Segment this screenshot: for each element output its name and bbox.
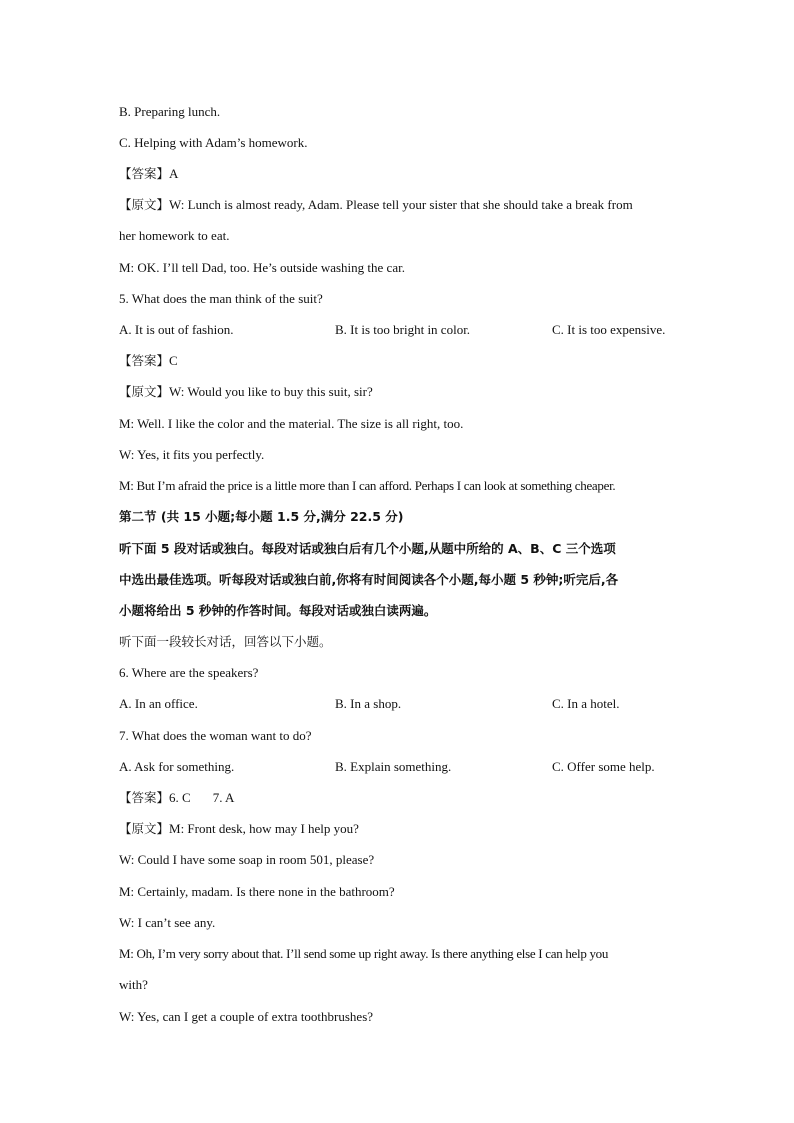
transcript-tag: 【原文】 xyxy=(119,197,170,212)
answer-line xyxy=(119,166,679,182)
transcript-line: W: Yes, it fits you perfectly. xyxy=(119,447,265,462)
transcript-line: W: I can’t see any. xyxy=(119,915,216,930)
answer-value: A xyxy=(169,166,179,181)
transcript-text: W: Would you like to buy this suit, sir? xyxy=(169,384,373,399)
answer-line xyxy=(119,790,679,806)
instruction-line: 中选出最佳选项。听每段对话或独白前,你将有时间阅读各个小题,每小题 5 秒钟;听完后,各 xyxy=(119,572,619,587)
answer-tag: 【答案】 xyxy=(119,353,170,368)
option-a: A. It is out of fashion. xyxy=(119,322,234,337)
option-b: B. In a shop. xyxy=(335,696,402,711)
question-7: 7. What does the woman want to do? xyxy=(119,728,312,743)
answer-tag: 【答案】 xyxy=(119,166,170,181)
transcript-line xyxy=(119,197,679,213)
answer-line xyxy=(119,353,679,369)
question-6: 6. Where are the speakers? xyxy=(119,665,259,680)
option-c: C. Offer some help. xyxy=(552,759,655,774)
question-5: 5. What does the man think of the suit? xyxy=(119,291,323,306)
answer-value: C xyxy=(169,353,178,368)
transcript-tag: 【原文】 xyxy=(119,821,170,836)
transcript-line: M: OK. I’ll tell Dad, too. He’s outside washing the car. xyxy=(119,260,405,275)
option-a: A. In an office. xyxy=(119,696,198,711)
option-line: C. Helping with Adam’s homework. xyxy=(119,135,308,150)
option-c: C. In a hotel. xyxy=(552,696,620,711)
transcript-line: W: Could I have some soap in room 501, please? xyxy=(119,852,375,867)
transcript-line: M: Oh, I’m very sorry about that. I’ll send some up right away. Is there anything else I can help you xyxy=(119,946,609,961)
transcript-line: with? xyxy=(119,977,148,992)
transcript-line: her homework to eat. xyxy=(119,228,230,243)
transcript-line xyxy=(119,384,679,400)
instruction-line: 听下面 5 段对话或独白。每段对话或独白后有几个小题,从题中所给的 A、B、C 三个选项 xyxy=(119,541,616,556)
transcript-tag: 【原文】 xyxy=(119,384,170,399)
option-c: C. It is too expensive. xyxy=(552,322,666,337)
transcript-text: M: Front desk, how may I help you? xyxy=(169,821,359,836)
answer-value: 6. C xyxy=(169,790,191,805)
transcript-text: W: Lunch is almost ready, Adam. Please tell your sister that she should take a break from xyxy=(169,197,633,212)
transcript-line xyxy=(119,821,679,837)
transcript-line: M: Certainly, madam. Is there none in the bathroom? xyxy=(119,884,395,899)
transcript-line: M: Well. I like the color and the material. The size is all right, too. xyxy=(119,416,464,431)
section-heading: 第二节 (共 15 小题;每小题 1.5 分,满分 22.5 分) xyxy=(119,509,404,524)
option-a: A. Ask for something. xyxy=(119,759,235,774)
instruction-line: 听下面一段较长对话，回答以下小题。 xyxy=(119,634,332,649)
transcript-line: M: But I’m afraid the price is a little more than I can afford. Perhaps I can look at something cheaper. xyxy=(119,478,616,493)
option-b: B. It is too bright in color. xyxy=(335,322,471,337)
answer-value: 7. A xyxy=(212,790,235,805)
option-b: B. Explain something. xyxy=(335,759,452,774)
option-line: B. Preparing lunch. xyxy=(119,104,221,119)
answer-tag: 【答案】 xyxy=(119,790,170,805)
transcript-line: W: Yes, can I get a couple of extra toothbrushes? xyxy=(119,1009,374,1024)
instruction-line: 小题将给出 5 秒钟的作答时间。每段对话或独白读两遍。 xyxy=(119,603,437,618)
